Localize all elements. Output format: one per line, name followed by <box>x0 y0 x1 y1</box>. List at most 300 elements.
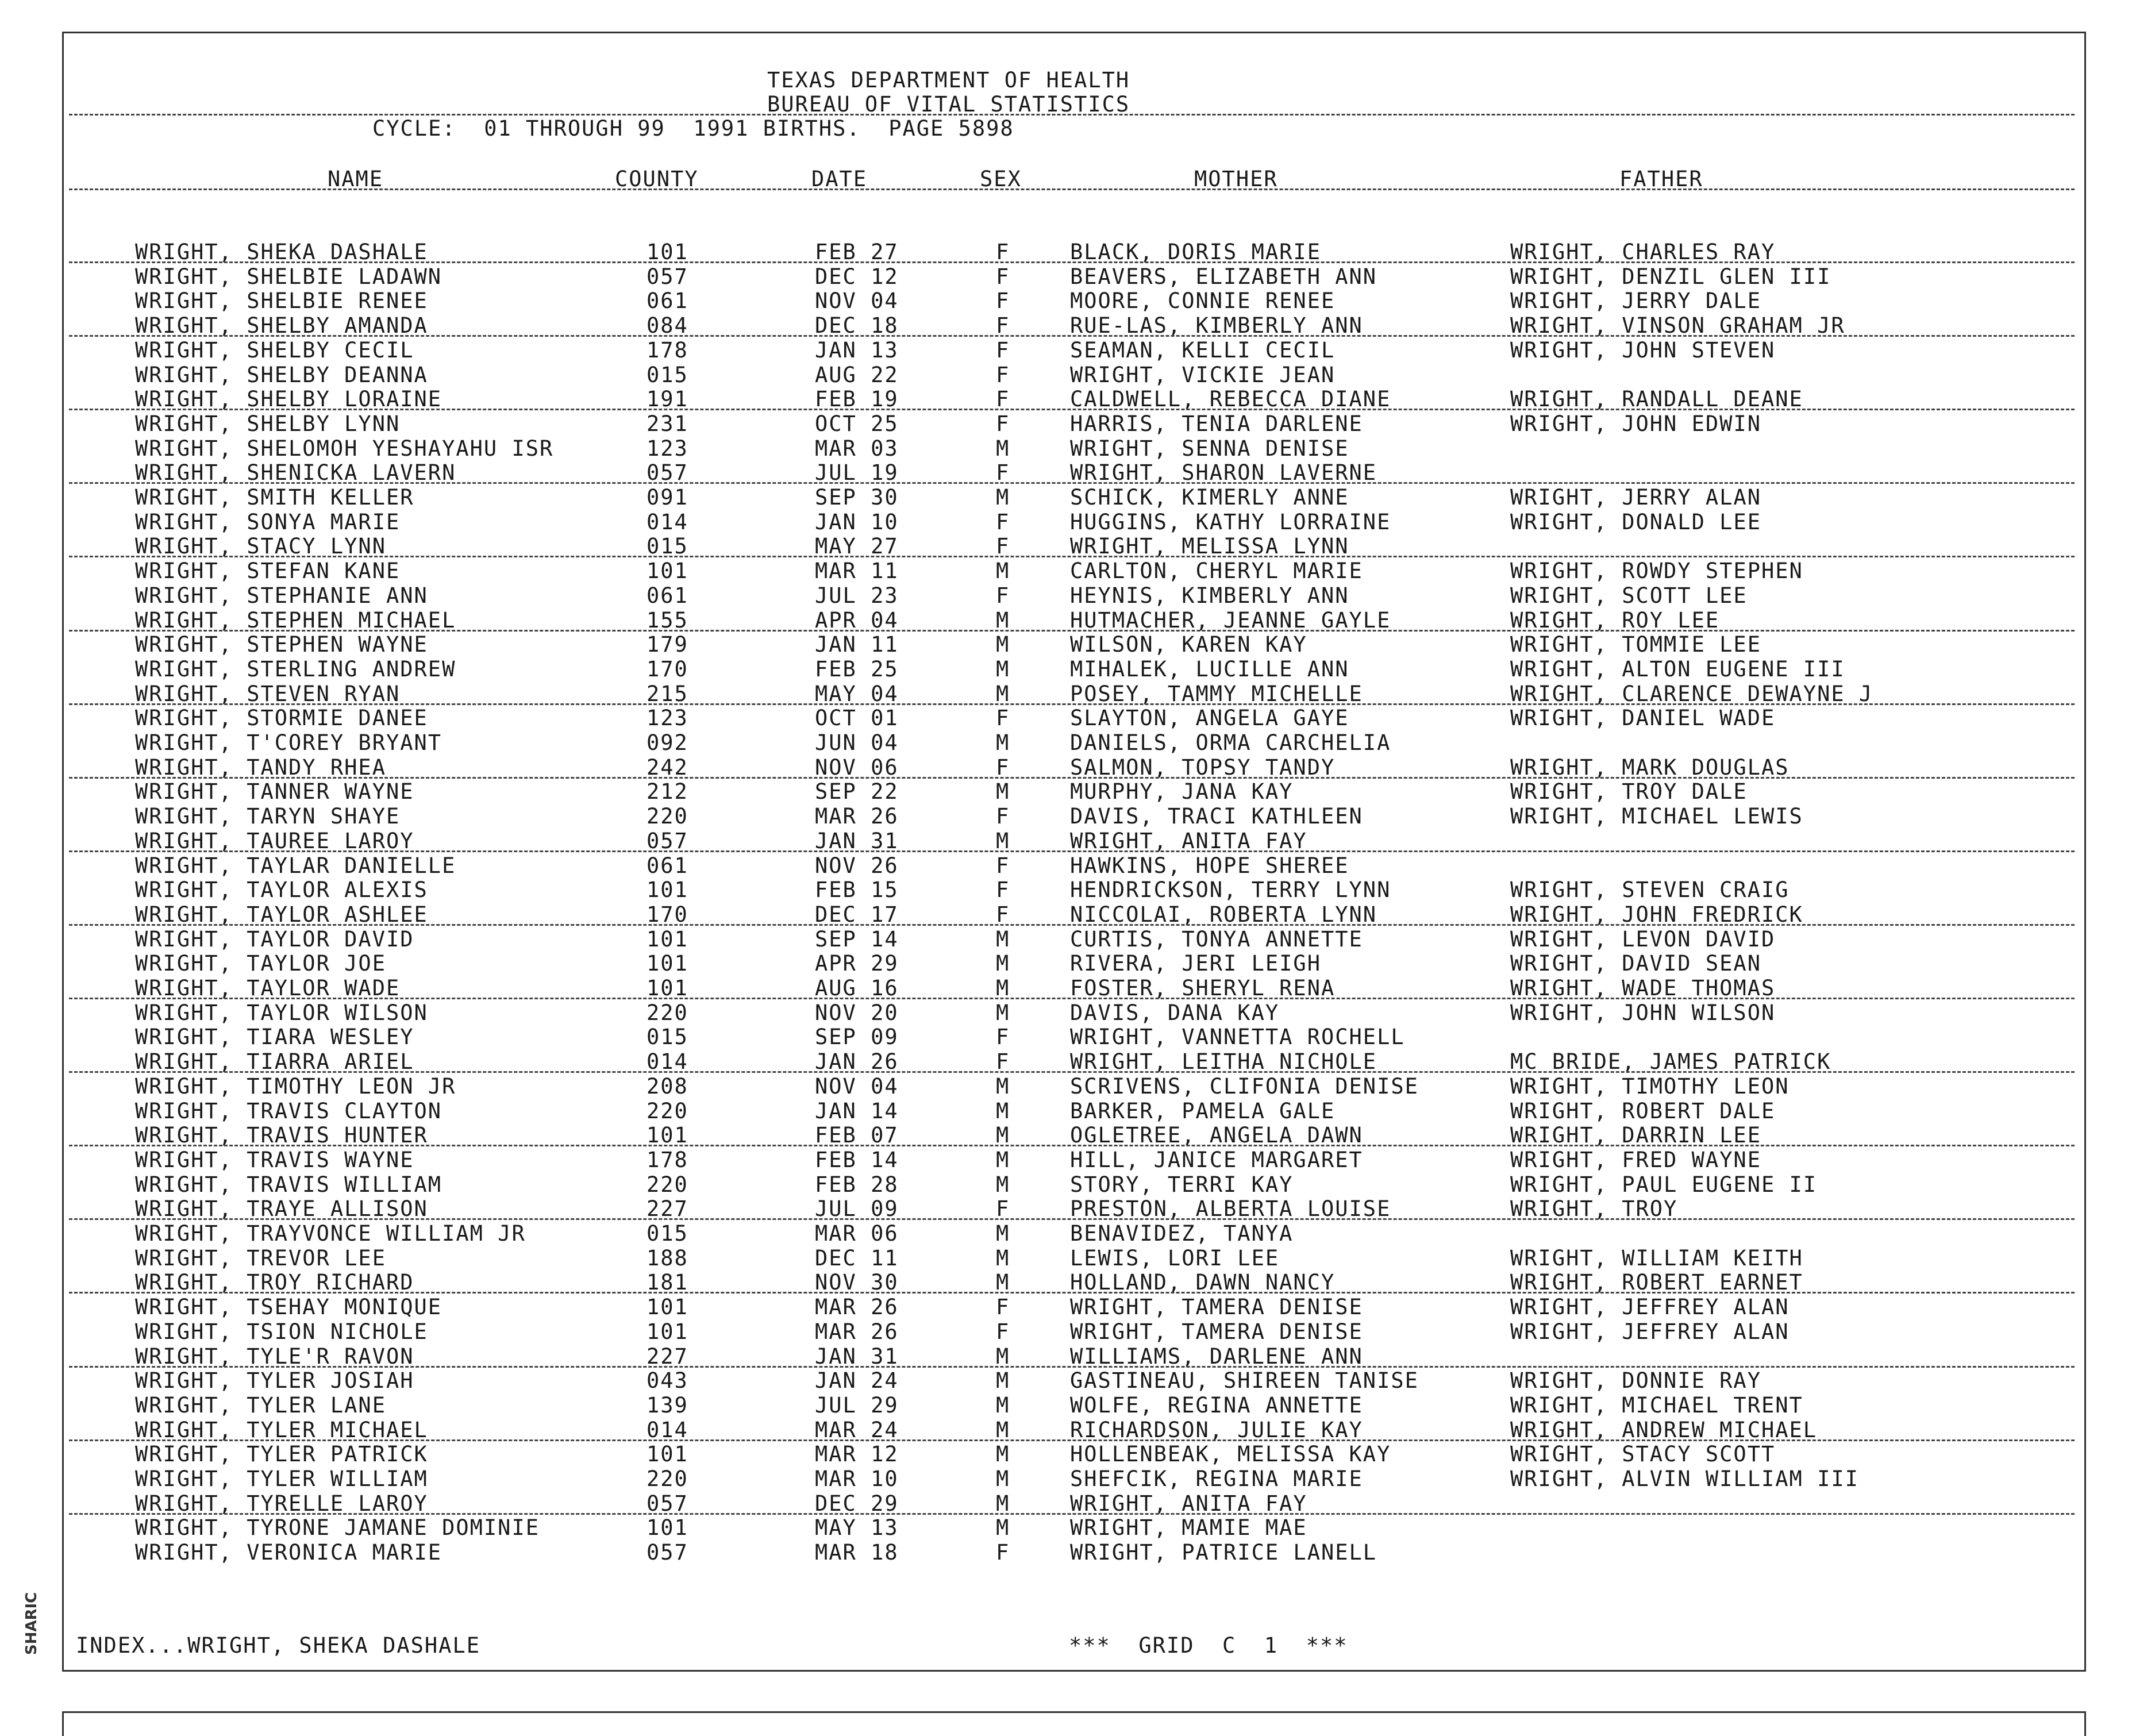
record-father: WRIGHT, ANDREW MICHAEL <box>1510 1417 1818 1442</box>
record-name: WRIGHT, TRAVIS HUNTER <box>135 1123 428 1148</box>
agency-title: TEXAS DEPARTMENT OF HEALTH <box>767 68 1130 93</box>
bureau-title: BUREAU OF VITAL STATISTICS <box>767 92 1130 117</box>
record-father: WRIGHT, WADE THOMAS <box>1510 976 1776 1000</box>
record-name: WRIGHT, SHELBY CECIL <box>135 337 414 363</box>
record-mother: POSEY, TAMMY MICHELLE <box>1070 681 1363 706</box>
record-date: JAN 31 <box>815 828 899 853</box>
record-name: WRIGHT, TARYN SHAYE <box>135 804 401 829</box>
record-name: WRIGHT, T'COREY BRYANT <box>135 730 442 755</box>
record-date: MAR 12 <box>815 1442 899 1467</box>
row-separator <box>69 482 2075 484</box>
record-county: 101 <box>646 1295 688 1320</box>
record-date: MAR 11 <box>815 559 899 584</box>
record-name: WRIGHT, SMITH KELLER <box>135 485 414 510</box>
record-mother: RIVERA, JERI LEIGH <box>1070 951 1321 976</box>
record-sex: M <box>996 828 1010 853</box>
record-name: WRIGHT, STEFAN KANE <box>135 559 401 584</box>
record-date: FEB 15 <box>815 877 899 903</box>
record-mother: WRIGHT, SHARON LAVERNE <box>1070 460 1377 486</box>
record-county: 101 <box>646 1319 688 1344</box>
record-county: 170 <box>646 656 688 682</box>
record-father: WRIGHT, TIMOTHY LEON <box>1510 1073 1790 1099</box>
record-sex: M <box>996 1392 1010 1418</box>
row-separator <box>69 1071 2075 1073</box>
record-father: MC BRIDE, JAMES PATRICK <box>1510 1049 1831 1075</box>
record-county: 101 <box>646 951 688 976</box>
record-sex: M <box>996 1000 1010 1025</box>
record-county: 212 <box>646 779 688 805</box>
record-county: 220 <box>646 1172 688 1197</box>
record-date: NOV 30 <box>815 1270 899 1295</box>
record-name: WRIGHT, STEPHEN WAYNE <box>135 632 428 657</box>
record-sex: M <box>996 1172 1010 1197</box>
record-date: DEC 12 <box>815 264 899 289</box>
record-date: MAR 03 <box>815 436 899 461</box>
record-date: MAR 26 <box>815 804 899 829</box>
record-date: FEB 27 <box>815 240 899 264</box>
record-date: FEB 28 <box>815 1172 899 1197</box>
record-mother: SHEFCIK, REGINA MARIE <box>1070 1466 1363 1491</box>
record-county: 092 <box>646 730 688 755</box>
record-name: WRIGHT, STEVEN RYAN <box>135 681 401 706</box>
record-sex: M <box>996 976 1010 1000</box>
record-father: WRIGHT, PAUL EUGENE II <box>1510 1172 1818 1197</box>
record-county: 014 <box>646 1049 688 1075</box>
record-mother: WILSON, KAREN KAY <box>1070 632 1307 657</box>
record-date: MAR 26 <box>815 1295 899 1320</box>
row-separator <box>69 1218 2075 1220</box>
record-father: WRIGHT, JERRY DALE <box>1510 288 1761 314</box>
record-mother: SALMON, TOPSY TANDY <box>1070 755 1336 780</box>
record-mother: RICHARDSON, JULIE KAY <box>1070 1417 1363 1442</box>
record-name: WRIGHT, TAYLOR WADE <box>135 976 401 1000</box>
record-county: 123 <box>646 706 688 731</box>
record-sex: M <box>996 656 1010 682</box>
record-county: 101 <box>646 926 688 952</box>
record-father: WRIGHT, SCOTT LEE <box>1510 583 1748 608</box>
record-mother: WILLIAMS, DARLENE ANN <box>1070 1344 1363 1369</box>
record-mother: FOSTER, SHERYL RENA <box>1070 976 1336 1000</box>
row-separator <box>69 850 2075 852</box>
record-county: 057 <box>646 264 688 289</box>
record-mother: WRIGHT, VANNETTA ROCHELL <box>1070 1025 1405 1050</box>
record-county: 101 <box>646 1442 688 1467</box>
record-date: NOV 26 <box>815 853 899 878</box>
record-county: 043 <box>646 1368 688 1394</box>
record-name: WRIGHT, TYRONE JAMANE DOMINIE <box>135 1515 540 1541</box>
record-name: WRIGHT, TIARRA ARIEL <box>135 1049 414 1075</box>
row-separator <box>69 409 2075 410</box>
record-county: 178 <box>646 337 688 363</box>
record-mother: WRIGHT, TAMERA DENISE <box>1070 1295 1363 1320</box>
row-separator <box>69 703 2075 705</box>
record-sex: F <box>996 534 1010 559</box>
record-date: MAY 13 <box>815 1515 899 1541</box>
record-name: WRIGHT, TRAVIS WAYNE <box>135 1147 414 1172</box>
record-name: WRIGHT, SHENICKA LAVERN <box>135 460 456 486</box>
record-date: JUL 19 <box>815 460 899 486</box>
record-sex: F <box>996 460 1010 486</box>
record-mother: NICCOLAI, ROBERTA LYNN <box>1070 902 1377 927</box>
record-name: WRIGHT, TYLER WILLIAM <box>135 1466 428 1491</box>
record-name: WRIGHT, TRAYE ALLISON <box>135 1196 428 1222</box>
record-mother: HOLLENBEAK, MELISSA KAY <box>1070 1442 1391 1467</box>
record-county: 061 <box>646 853 688 878</box>
record-county: 101 <box>646 976 688 1000</box>
record-county: 057 <box>646 828 688 853</box>
record-county: 057 <box>646 1540 688 1565</box>
record-name: WRIGHT, TANDY RHEA <box>135 755 386 780</box>
record-father: WRIGHT, MICHAEL TRENT <box>1510 1392 1803 1418</box>
record-father: WRIGHT, JOHN STEVEN <box>1510 337 1776 363</box>
record-father: WRIGHT, STACY SCOTT <box>1510 1442 1776 1467</box>
record-date: JUL 23 <box>815 583 899 608</box>
record-date: MAR 24 <box>815 1417 899 1442</box>
record-county: 231 <box>646 411 688 436</box>
record-father: WRIGHT, DONNIE RAY <box>1510 1368 1761 1394</box>
record-name: WRIGHT, SONYA MARIE <box>135 509 401 534</box>
record-sex: M <box>996 1344 1010 1369</box>
record-date: JUN 04 <box>815 730 899 755</box>
record-date: JAN 24 <box>815 1368 899 1394</box>
record-name: WRIGHT, TYLER PATRICK <box>135 1442 428 1467</box>
record-sex: M <box>996 1221 1010 1246</box>
record-county: 220 <box>646 804 688 829</box>
row-separator <box>69 1439 2075 1441</box>
record-mother: DANIELS, ORMA CARCHELIA <box>1070 730 1391 755</box>
record-mother: WRIGHT, LEITHA NICHOLE <box>1070 1049 1377 1075</box>
record-county: 215 <box>646 681 688 706</box>
record-county: 015 <box>646 534 688 559</box>
record-sex: F <box>996 313 1010 338</box>
header-rule <box>69 114 2075 116</box>
record-date: DEC 18 <box>815 313 899 338</box>
record-date: FEB 25 <box>815 656 899 682</box>
grid-footer: *** GRID C 1 *** <box>1069 1633 1348 1658</box>
record-name: WRIGHT, STEPHANIE ANN <box>135 583 428 608</box>
record-sex: M <box>996 632 1010 657</box>
record-mother: WRIGHT, PATRICE LANELL <box>1070 1540 1377 1565</box>
record-father: WRIGHT, DENZIL GLEN III <box>1510 264 1831 289</box>
record-mother: DAVIS, TRACI KATHLEEN <box>1070 804 1363 829</box>
record-sex: M <box>996 951 1010 976</box>
record-father: WRIGHT, TOMMIE LEE <box>1510 632 1761 657</box>
record-name: WRIGHT, TAYLOR ALEXIS <box>135 877 428 903</box>
record-date: JAN 31 <box>815 1344 899 1369</box>
cycle-line: CYCLE: 01 THROUGH 99 1991 BIRTHS. PAGE 5898 <box>372 116 1014 141</box>
record-mother: SEAMAN, KELLI CECIL <box>1070 337 1336 363</box>
record-name: WRIGHT, TAYLOR DAVID <box>135 926 414 952</box>
row-separator <box>69 556 2075 557</box>
record-sex: F <box>996 337 1010 363</box>
record-county: 188 <box>646 1245 688 1271</box>
record-sex: M <box>996 681 1010 706</box>
record-father: WRIGHT, WILLIAM KEITH <box>1510 1245 1803 1271</box>
record-name: WRIGHT, TAYLOR JOE <box>135 951 386 976</box>
col-mother: MOTHER <box>1194 167 1278 191</box>
record-date: JUL 09 <box>815 1196 899 1222</box>
record-name: WRIGHT, SHELBY DEANNA <box>135 362 428 387</box>
record-father: WRIGHT, CHARLES RAY <box>1510 240 1776 264</box>
record-county: 015 <box>646 362 688 387</box>
next-page-frame <box>62 1711 2086 1736</box>
row-separator <box>69 335 2075 337</box>
record-date: NOV 04 <box>815 288 899 314</box>
record-county: 155 <box>646 607 688 633</box>
record-county: 101 <box>646 240 688 264</box>
record-mother: SCRIVENS, CLIFONIA DENISE <box>1070 1073 1419 1099</box>
record-county: 101 <box>646 1123 688 1148</box>
record-father: WRIGHT, JEFFREY ALAN <box>1510 1319 1790 1344</box>
index-footer: INDEX...WRIGHT, SHEKA DASHALE <box>76 1633 481 1658</box>
record-mother: WRIGHT, VICKIE JEAN <box>1070 362 1336 387</box>
record-mother: HEYNIS, KIMBERLY ANN <box>1070 583 1349 608</box>
record-county: 014 <box>646 1417 688 1442</box>
record-mother: MURPHY, JANA KAY <box>1070 779 1294 805</box>
record-county: 057 <box>646 460 688 486</box>
col-father: FATHER <box>1619 167 1703 191</box>
record-name: WRIGHT, TROY RICHARD <box>135 1270 414 1295</box>
record-mother: BENAVIDEZ, TANYA <box>1070 1221 1294 1246</box>
record-sex: M <box>996 1147 1010 1172</box>
record-date: OCT 01 <box>815 706 899 731</box>
record-date: AUG 16 <box>815 976 899 1000</box>
record-sex: F <box>996 706 1010 731</box>
record-county: 170 <box>646 902 688 927</box>
record-mother: MOORE, CONNIE RENEE <box>1070 288 1336 314</box>
record-mother: SLAYTON, ANGELA GAYE <box>1070 706 1349 731</box>
record-father: WRIGHT, DARRIN LEE <box>1510 1123 1761 1148</box>
row-separator <box>69 1292 2075 1294</box>
record-mother: WRIGHT, ANITA FAY <box>1070 1491 1307 1516</box>
record-county: 220 <box>646 1098 688 1123</box>
record-father: WRIGHT, TROY <box>1510 1196 1678 1222</box>
record-sex: F <box>996 1025 1010 1050</box>
record-sex: M <box>996 1123 1010 1148</box>
record-date: FEB 14 <box>815 1147 899 1172</box>
record-mother: HAWKINS, HOPE SHEREE <box>1070 853 1349 878</box>
record-name: WRIGHT, TANNER WAYNE <box>135 779 414 805</box>
record-county: 015 <box>646 1025 688 1050</box>
record-county: 123 <box>646 436 688 461</box>
record-sex: F <box>996 411 1010 436</box>
record-name: WRIGHT, TIARA WESLEY <box>135 1025 414 1050</box>
record-county: 191 <box>646 387 688 412</box>
record-father: WRIGHT, JOHN WILSON <box>1510 1000 1776 1025</box>
record-county: 057 <box>646 1491 688 1516</box>
record-date: MAR 06 <box>815 1221 899 1246</box>
record-sex: M <box>996 1491 1010 1516</box>
record-name: WRIGHT, SHELBIE RENEE <box>135 288 428 314</box>
record-sex: F <box>996 240 1010 264</box>
record-name: WRIGHT, STERLING ANDREW <box>135 656 456 682</box>
record-sex: M <box>996 1270 1010 1295</box>
record-father: WRIGHT, LEVON DAVID <box>1510 926 1776 952</box>
record-father: WRIGHT, ROBERT EARNET <box>1510 1270 1803 1295</box>
record-county: 101 <box>646 1515 688 1541</box>
record-sex: M <box>996 1466 1010 1491</box>
record-sex: F <box>996 1540 1010 1565</box>
record-county: 014 <box>646 509 688 534</box>
record-county: 139 <box>646 1392 688 1418</box>
row-separator <box>69 998 2075 999</box>
record-sex: F <box>996 902 1010 927</box>
record-date: DEC 11 <box>815 1245 899 1271</box>
record-name: WRIGHT, TRAVIS CLAYTON <box>135 1098 442 1123</box>
record-sex: M <box>996 1368 1010 1394</box>
record-county: 091 <box>646 485 688 510</box>
record-date: JAN 10 <box>815 509 899 534</box>
record-county: 015 <box>646 1221 688 1246</box>
record-date: MAR 10 <box>815 1466 899 1491</box>
record-name: WRIGHT, VERONICA MARIE <box>135 1540 442 1565</box>
record-county: 101 <box>646 559 688 584</box>
record-sex: F <box>996 1196 1010 1222</box>
record-county: 227 <box>646 1344 688 1369</box>
record-date: MAY 27 <box>815 534 899 559</box>
record-father: WRIGHT, JERRY ALAN <box>1510 485 1761 510</box>
col-name: NAME <box>328 167 384 191</box>
record-name: WRIGHT, SHELBIE LADAWN <box>135 264 442 289</box>
record-mother: PRESTON, ALBERTA LOUISE <box>1070 1196 1391 1222</box>
record-date: AUG 22 <box>815 362 899 387</box>
record-father: WRIGHT, MARK DOUGLAS <box>1510 755 1790 780</box>
record-name: WRIGHT, TYLE'R RAVON <box>135 1344 414 1369</box>
record-county: 220 <box>646 1000 688 1025</box>
record-county: 242 <box>646 755 688 780</box>
col-date: DATE <box>811 167 868 191</box>
record-mother: BLACK, DORIS MARIE <box>1070 240 1321 264</box>
record-name: WRIGHT, STACY LYNN <box>135 534 386 559</box>
record-date: APR 04 <box>815 607 899 633</box>
record-father: WRIGHT, TROY DALE <box>1510 779 1748 805</box>
side-label: SHARIC <box>23 1592 40 1655</box>
record-name: WRIGHT, TIMOTHY LEON JR <box>135 1073 456 1099</box>
record-county: 208 <box>646 1073 688 1099</box>
record-name: WRIGHT, TYLER LANE <box>135 1392 386 1418</box>
record-father: WRIGHT, STEVEN CRAIG <box>1510 877 1790 903</box>
record-sex: M <box>996 1073 1010 1099</box>
record-date: FEB 19 <box>815 387 899 412</box>
record-father: WRIGHT, RANDALL DEANE <box>1510 387 1803 412</box>
record-sex: F <box>996 387 1010 412</box>
record-sex: F <box>996 1049 1010 1075</box>
record-name: WRIGHT, SHELBY LYNN <box>135 411 401 436</box>
record-mother: BARKER, PAMELA GALE <box>1070 1098 1336 1123</box>
record-name: WRIGHT, STORMIE DANEE <box>135 706 428 731</box>
record-mother: WOLFE, REGINA ANNETTE <box>1070 1392 1363 1418</box>
record-name: WRIGHT, SHELBY AMANDA <box>135 313 428 338</box>
record-sex: M <box>996 1245 1010 1271</box>
record-date: DEC 17 <box>815 902 899 927</box>
record-mother: CALDWELL, REBECCA DIANE <box>1070 387 1391 412</box>
row-separator <box>69 1366 2075 1368</box>
record-county: 220 <box>646 1466 688 1491</box>
record-name: WRIGHT, TAYLAR DANIELLE <box>135 853 456 878</box>
record-sex: F <box>996 853 1010 878</box>
record-date: SEP 09 <box>815 1025 899 1050</box>
record-mother: WRIGHT, TAMERA DENISE <box>1070 1319 1363 1344</box>
record-date: MAR 26 <box>815 1319 899 1344</box>
record-sex: F <box>996 804 1010 829</box>
record-mother: MIHALEK, LUCILLE ANN <box>1070 656 1349 682</box>
record-county: 181 <box>646 1270 688 1295</box>
record-county: 061 <box>646 583 688 608</box>
record-father: WRIGHT, MICHAEL LEWIS <box>1510 804 1803 829</box>
record-sex: F <box>996 362 1010 387</box>
record-sex: F <box>996 877 1010 903</box>
record-date: JUL 29 <box>815 1392 899 1418</box>
record-father: WRIGHT, DAVID SEAN <box>1510 951 1761 976</box>
record-county: 084 <box>646 313 688 338</box>
row-separator <box>69 777 2075 779</box>
record-father: WRIGHT, JOHN EDWIN <box>1510 411 1761 436</box>
record-mother: GASTINEAU, SHIREEN TANISE <box>1070 1368 1419 1394</box>
record-name: WRIGHT, TRAYVONCE WILLIAM JR <box>135 1221 526 1246</box>
record-father: WRIGHT, FRED WAYNE <box>1510 1147 1761 1172</box>
record-sex: F <box>996 583 1010 608</box>
record-father: WRIGHT, ALVIN WILLIAM III <box>1510 1466 1859 1491</box>
record-father: WRIGHT, DANIEL WADE <box>1510 706 1776 731</box>
row-separator <box>69 1145 2075 1146</box>
record-date: NOV 20 <box>815 1000 899 1025</box>
record-sex: M <box>996 1098 1010 1123</box>
record-sex: F <box>996 509 1010 534</box>
record-mother: HUGGINS, KATHY LORRAINE <box>1070 509 1391 534</box>
record-date: JAN 11 <box>815 632 899 657</box>
row-separator <box>69 630 2075 632</box>
record-mother: CURTIS, TONYA ANNETTE <box>1070 926 1363 952</box>
record-mother: OGLETREE, ANGELA DAWN <box>1070 1123 1363 1148</box>
record-county: 179 <box>646 632 688 657</box>
record-father: WRIGHT, VINSON GRAHAM JR <box>1510 313 1845 338</box>
record-date: NOV 04 <box>815 1073 899 1099</box>
record-mother: HENDRICKSON, TERRY LYNN <box>1070 877 1391 903</box>
record-mother: HILL, JANICE MARGARET <box>1070 1147 1363 1172</box>
record-date: SEP 14 <box>815 926 899 952</box>
record-sex: F <box>996 288 1010 314</box>
record-mother: HARRIS, TENIA DARLENE <box>1070 411 1363 436</box>
record-date: APR 29 <box>815 951 899 976</box>
record-date: MAR 18 <box>815 1540 899 1565</box>
record-father: WRIGHT, CLARENCE DEWAYNE J <box>1510 681 1873 706</box>
record-mother: RUE-LAS, KIMBERLY ANN <box>1070 313 1363 338</box>
record-county: 061 <box>646 288 688 314</box>
record-date: SEP 30 <box>815 485 899 510</box>
record-father: WRIGHT, JEFFREY ALAN <box>1510 1295 1790 1320</box>
record-father: WRIGHT, ROY LEE <box>1510 607 1720 633</box>
record-date: SEP 22 <box>815 779 899 805</box>
record-sex: M <box>996 485 1010 510</box>
record-father: WRIGHT, DONALD LEE <box>1510 509 1761 534</box>
record-name: WRIGHT, TAYLOR ASHLEE <box>135 902 428 927</box>
record-name: WRIGHT, TRAVIS WILLIAM <box>135 1172 442 1197</box>
record-date: DEC 29 <box>815 1491 899 1516</box>
record-mother: SCHICK, KIMERLY ANNE <box>1070 485 1349 510</box>
record-date: OCT 25 <box>815 411 899 436</box>
record-mother: WRIGHT, SENNA DENISE <box>1070 436 1349 461</box>
record-mother: CARLTON, CHERYL MARIE <box>1070 559 1363 584</box>
record-date: JAN 14 <box>815 1098 899 1123</box>
record-date: JAN 13 <box>815 337 899 363</box>
record-sex: F <box>996 755 1010 780</box>
col-sex: SEX <box>980 167 1022 191</box>
record-county: 227 <box>646 1196 688 1222</box>
record-name: WRIGHT, SHELBY LORAINE <box>135 387 442 412</box>
record-name: WRIGHT, TAYLOR WILSON <box>135 1000 428 1025</box>
record-sex: M <box>996 730 1010 755</box>
record-mother: DAVIS, DANA KAY <box>1070 1000 1280 1025</box>
